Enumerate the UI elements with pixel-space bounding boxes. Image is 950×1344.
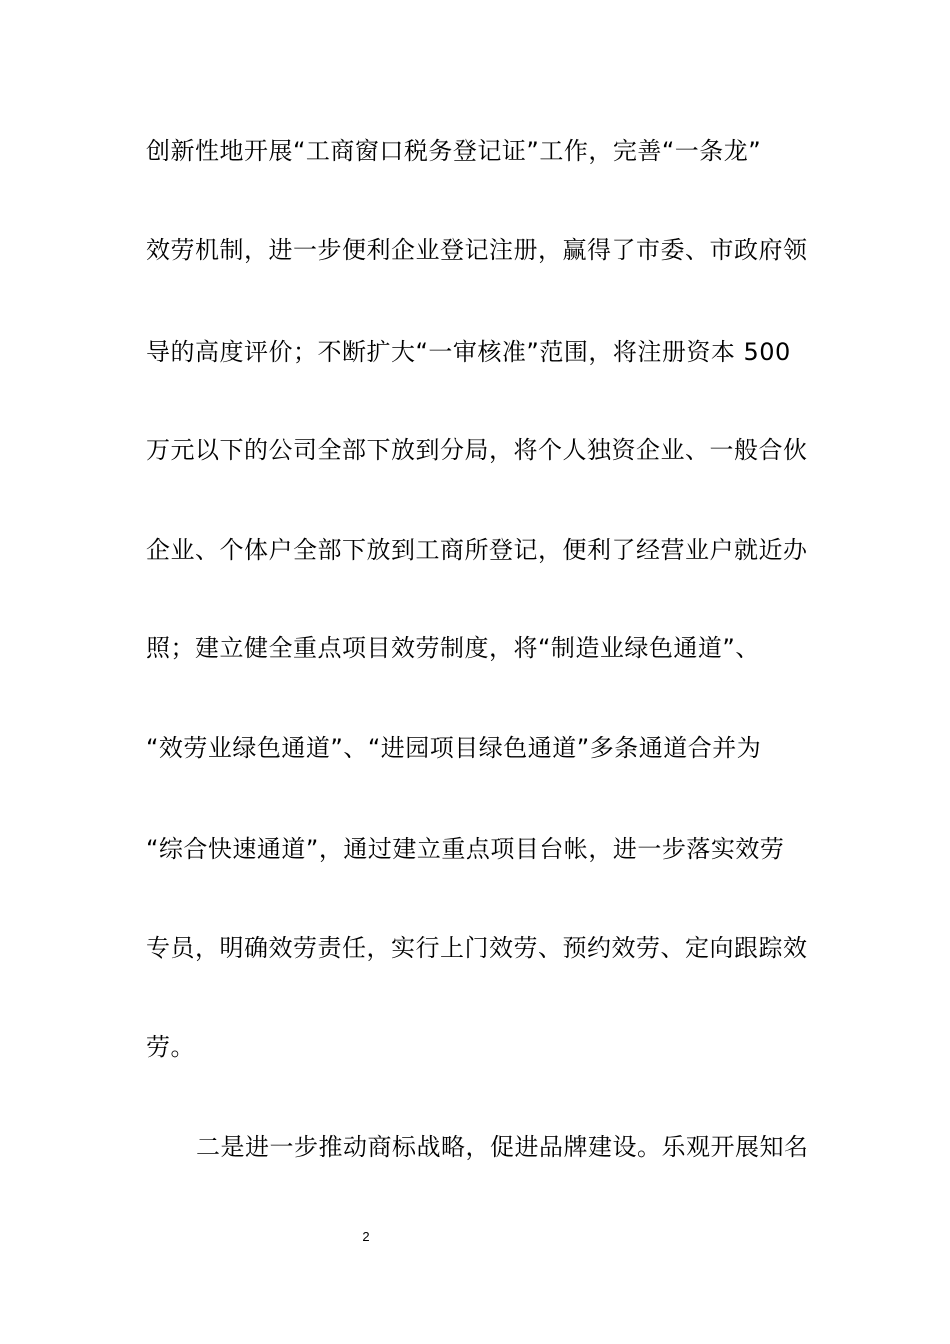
paragraph-line: 劳。 <box>146 1033 195 1061</box>
paragraph-line: 企业、个体户全部下放到工商所登记，便利了经营业户就近办 <box>146 536 808 564</box>
page-number: 2 <box>362 1229 370 1244</box>
paragraph-line: 效劳机制，进一步便利企业登记注册，赢得了市委、市政府领 <box>146 236 808 264</box>
paragraph-line: 二是进一步推动商标战略，促进品牌建设。乐观开展知名 <box>196 1133 809 1161</box>
paragraph-line: “效劳业绿色通道”、“进园项目绿色通道”多条通道合并为 <box>146 734 762 762</box>
paragraph-line: 照；建立健全重点项目效劳制度，将“制造业绿色通道”、 <box>146 634 760 662</box>
paragraph-line: “综合快速通道”，通过建立重点项目台帐，进一步落实效劳 <box>146 835 785 863</box>
paragraph-line: 导的高度评价；不断扩大“一审核准”范围，将注册资本 500 <box>146 338 791 366</box>
paragraph-line: 专员，明确效劳责任，实行上门效劳、预约效劳、定向跟踪效 <box>146 934 808 962</box>
paragraph-line: 万元以下的公司全部下放到分局，将个人独资企业、一般合伙 <box>146 436 808 464</box>
paragraph-line: 创新性地开展“工商窗口税务登记证”工作，完善“一条龙” <box>146 137 762 165</box>
